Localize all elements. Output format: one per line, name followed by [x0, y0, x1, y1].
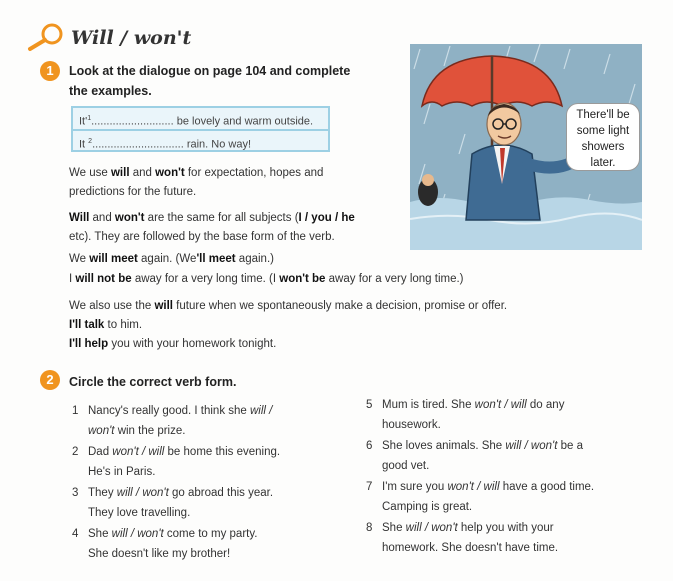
- exercise-item: 5 Mum is tired. She won't / will do any housework.: [366, 399, 565, 431]
- exercise-item: 8 She will / won't help you with your homework. She doesn't have time.: [366, 522, 559, 554]
- speech-bubble: There'll be some light showers later.: [566, 103, 640, 171]
- rule-4-line-1: We also use the will future when we spontaneously make a decision, promise or offer.: [69, 300, 508, 312]
- exercise-2-right-column: [366, 396, 656, 558]
- rule-2-line-1: Will and won't are the same for all subjects (I / you / he: [69, 212, 355, 224]
- rule-1-line-1: We use will and won't for expectation, hopes and: [69, 167, 324, 179]
- rule-4-line-2: I'll talk to him.: [69, 319, 143, 331]
- rule-example-1: We will meet again. (We'll meet again.): [69, 253, 274, 265]
- exercise-item: 6 She loves animals. She will / won't be a good vet.: [366, 440, 583, 472]
- examples-table: [71, 106, 330, 152]
- rule-4-line-3: I'll help you with your homework tonight.: [69, 338, 277, 350]
- rule-2-line-2: etc). They are followed by the base form of the verb.: [69, 231, 335, 243]
- example-row-2: It $^2$.............................. rain. No way!: [73, 129, 328, 152]
- exercise-number-2: 2: [40, 370, 60, 390]
- exercise-2-left-column: [72, 402, 352, 564]
- exercise-2-instruction: Circle the correct verb form.: [69, 375, 237, 389]
- magnifier-icon: [22, 22, 68, 52]
- example-row-1: $It'^1$........................... be lovely and warm outside.: [79, 115, 314, 128]
- rule-paragraph-1: [69, 164, 323, 202]
- page-title: Will / won't: [71, 27, 192, 49]
- rule-paragraph-2: [69, 209, 355, 247]
- exercise-1-instruction: Look at the dialogue on page 104 and complete the examples.: [69, 64, 351, 98]
- exercise-item: 7 I'm sure you won't / will have a good time. Camping is great.: [366, 481, 595, 513]
- exercise-number-1: 1: [40, 61, 60, 81]
- exercise-item: 2 Dad won't / will be home this evening. He's in Paris.: [72, 446, 281, 478]
- rule-example-2: I will not be away for a very long time. (I won't be away for a very long time.): [69, 273, 464, 285]
- exercise-item: 3 They will / won't go abroad this year. They love travelling.: [72, 487, 274, 519]
- exercise-item: 1 Nancy's really good. I think she will / won't win the prize.: [72, 405, 273, 437]
- rule-paragraph-4: [69, 297, 507, 354]
- rule-1-line-2: predictions for the future.: [69, 186, 197, 198]
- exercise-item: 4 She will / won't come to my party. She doesn't like my brother!: [72, 528, 258, 560]
